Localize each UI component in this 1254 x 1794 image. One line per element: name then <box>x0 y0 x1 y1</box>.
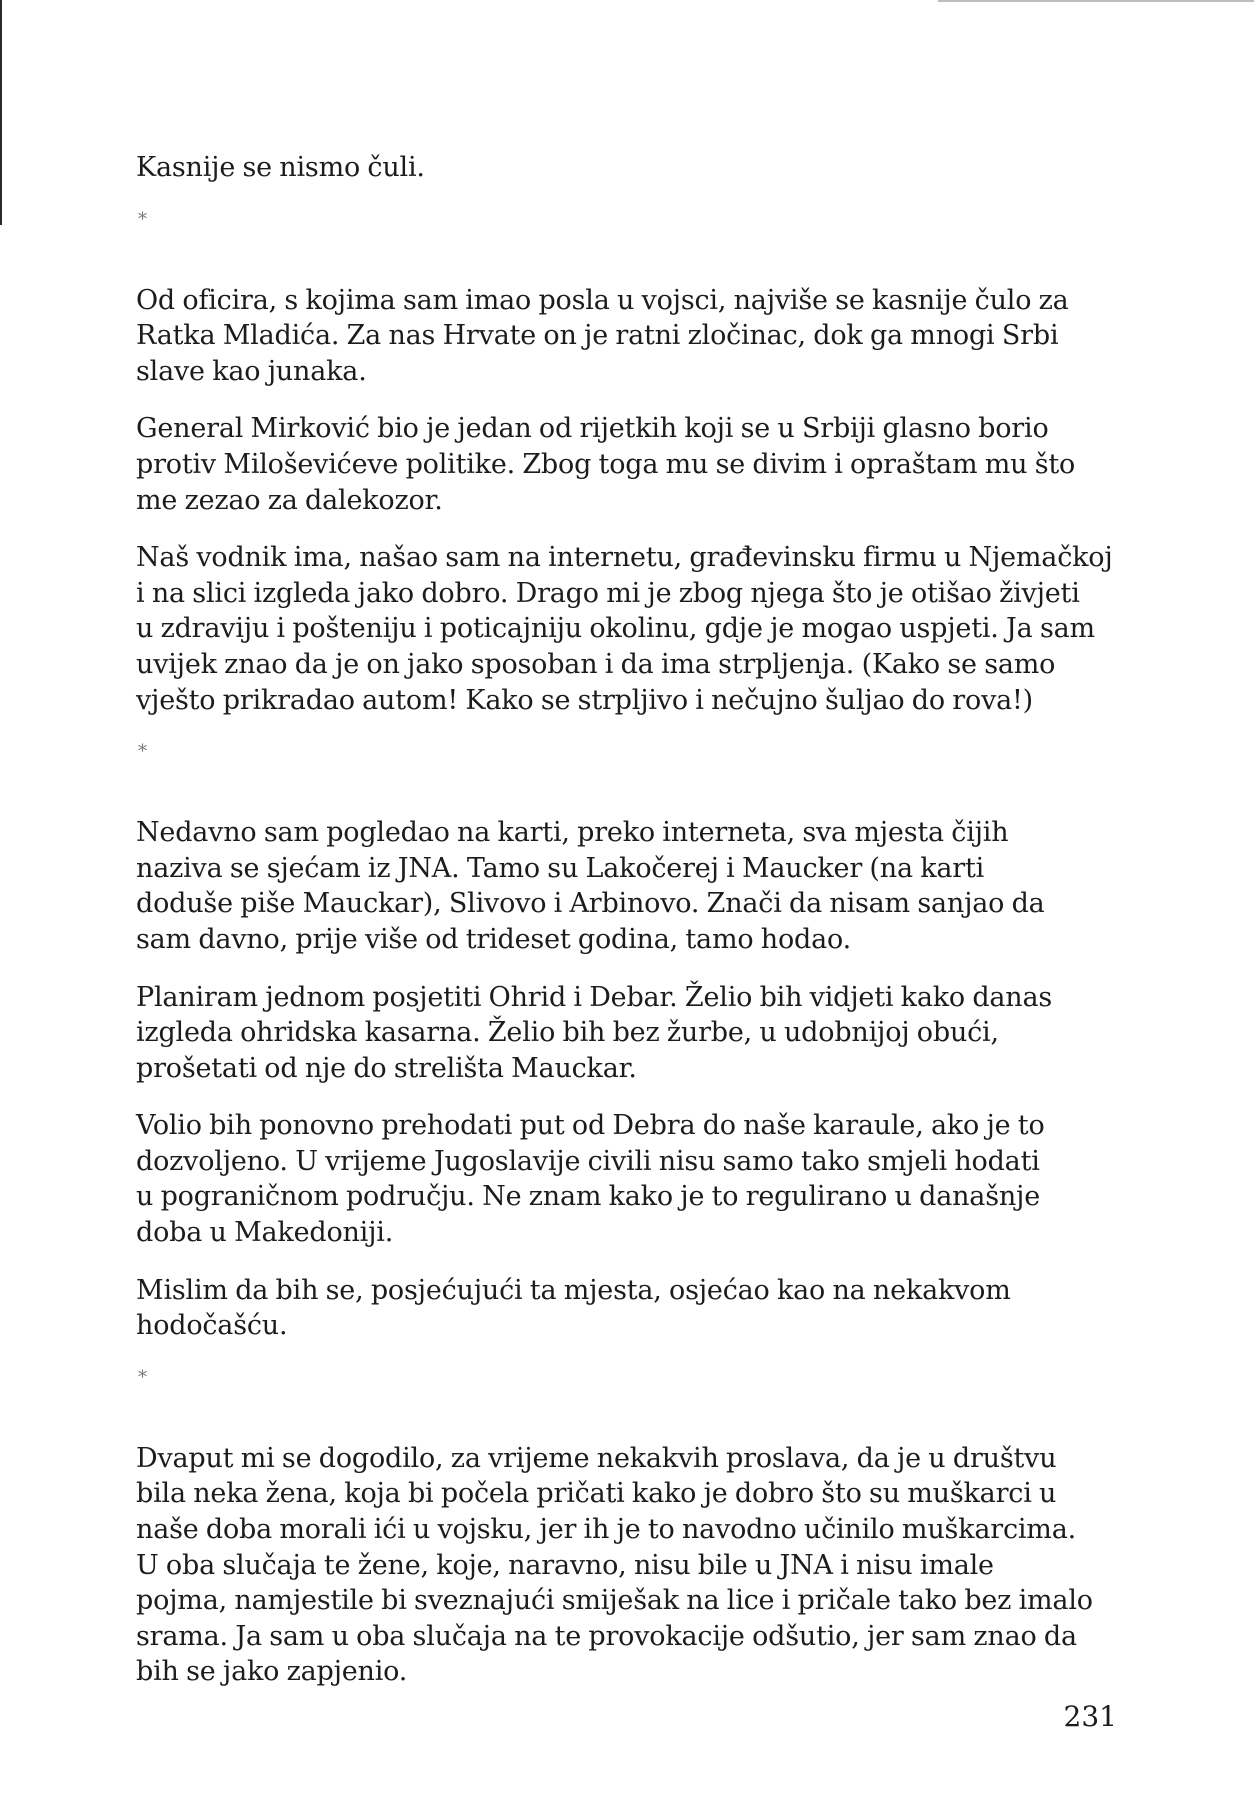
text-line: bih se jako zapjenio. <box>136 1656 408 1688</box>
text-line: srama. Ja sam u oba slučaja na te provokacije odšutio, jer sam znao da <box>136 1620 1077 1652</box>
text-line: uvijek znao da je on jako sposoban i da ima strpljenja. (Kako se samo <box>136 648 1056 680</box>
paragraph-7 <box>136 1108 1126 1250</box>
text-line: Nedavno sam pogledao na karti, preko interneta, sva mjesta čijih <box>136 817 1009 849</box>
scan-edge-left <box>0 0 2 225</box>
text-line: doduše piše Mauckar), Slivovo i Arbinovo. Znači da nisam sanjao da <box>136 888 1045 920</box>
paragraph-5 <box>136 815 1126 957</box>
text-line: prošetati od nje do strelišta Mauckar. <box>136 1052 637 1084</box>
text-line: Volio bih ponovno prehodati put od Debra do naše karaule, ako je to <box>136 1110 1045 1142</box>
text-line: me zezao za dalekozor. <box>136 484 443 516</box>
text-line: Kasnije se nismo čuli. <box>136 152 425 183</box>
text-line: doba u Makedoniji. <box>136 1217 394 1249</box>
section-separator: * <box>138 1366 147 1388</box>
text-line: Dvaput mi se dogodilo, za vrijeme nekakvih proslava, da je u društvu <box>136 1442 1057 1474</box>
text-line: pojma, namjestile bi sveznajući smiješak na lice i pričale tako bez imalo <box>136 1585 1093 1617</box>
text-line: dozvoljeno. U vrijeme Jugoslavije civili nisu samo tako smjeli hodati <box>136 1145 1040 1177</box>
text-line: u zdraviju i pošteniju i poticajniju okolinu, gdje je mogao uspjeti. Ja sam <box>136 613 1095 645</box>
text-line: Od oficira, s kojima sam imao posla u vojsci, najviše se kasnije čulo za <box>136 284 1069 316</box>
text-line: slave kao junaka. <box>136 355 367 387</box>
page-number: 231 <box>1063 1700 1117 1733</box>
text-line: bila neka žena, koja bi počela pričati kako je dobro što su muškarci u <box>136 1478 1057 1510</box>
paragraph-8 <box>136 1273 1126 1344</box>
text-line: u pograničnom području. Ne znam kako je to regulirano u današnje <box>136 1181 1040 1213</box>
text-line: Ratka Mladića. Za nas Hrvate on je ratni zločinac, dok ga mnogi Srbi <box>136 320 1059 352</box>
text-line: naziva se sjećam iz JNA. Tamo su Lakočerej i Maucker (na karti <box>136 852 985 884</box>
paragraph-4 <box>136 540 1126 718</box>
text-line: naše doba morali ići u vojsku, jer ih je to navodno učinilo muškarcima. <box>136 1514 1076 1546</box>
scan-edge-top <box>938 0 1254 2</box>
text-line: i na slici izgleda jako dobro. Drago mi je zbog njega što je otišao živjeti <box>136 577 1080 609</box>
paragraph-9 <box>136 1441 1126 1690</box>
section-separator: * <box>138 208 147 230</box>
paragraph-1 <box>136 150 1126 186</box>
text-line: protiv Miloševićeve politike. Zbog toga mu se divim i opraštam mu što <box>136 448 1076 480</box>
text-line: vješto prikradao autom! Kako se strpljivo i nečujno šuljao do rova!) <box>136 684 1033 716</box>
text-line: General Mirković bio je jedan od rijetkih koji se u Srbiji glasno borio <box>136 413 1049 445</box>
text-line: hodočašću. <box>136 1310 288 1342</box>
text-line: sam davno, prije više od trideset godina, tamo hodao. <box>136 923 851 955</box>
text-line: izgleda ohridska kasarna. Želio bih bez žurbe, u udobnijoj obući, <box>136 1017 999 1049</box>
paragraph-3 <box>136 411 1126 518</box>
text-line: Planiram jednom posjetiti Ohrid i Debar. Želio bih vidjeti kako danas <box>136 981 1053 1013</box>
paragraph-2 <box>136 283 1126 390</box>
section-separator: * <box>138 741 147 763</box>
page-body <box>136 150 1126 1690</box>
text-line: Mislim da bih se, posjećujući ta mjesta, osjećao kao na nekakvom <box>136 1274 1011 1306</box>
text-line: U oba slučaja te žene, koje, naravno, nisu bile u JNA i nisu imale <box>136 1549 994 1581</box>
text-line: Naš vodnik ima, našao sam na internetu, građevinsku firmu u Njemačkoj <box>136 542 1113 574</box>
paragraph-6 <box>136 980 1126 1087</box>
